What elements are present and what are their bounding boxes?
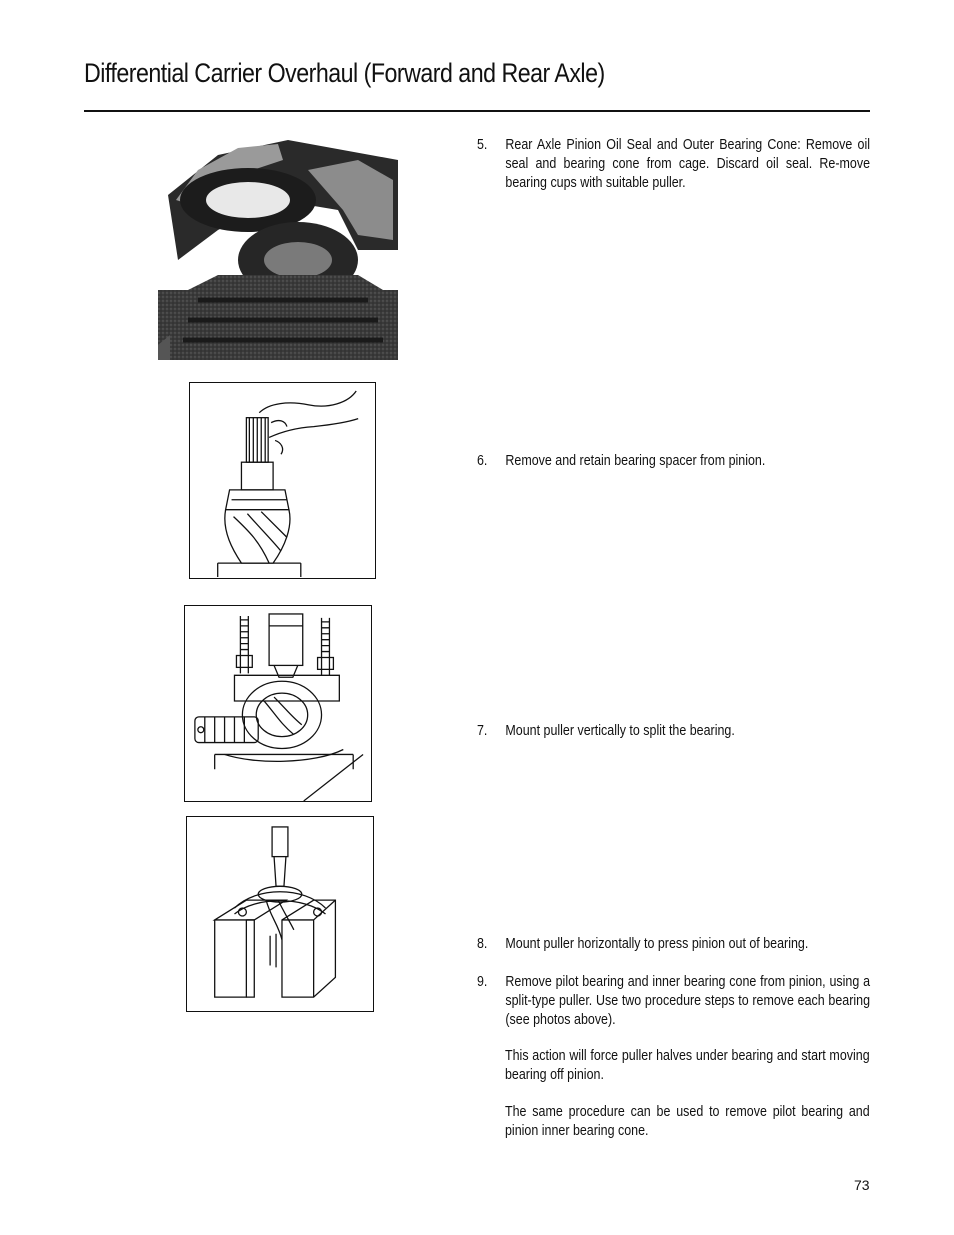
horizontal-puller-figure [186, 816, 374, 1012]
step-9 [477, 973, 871, 1030]
oil-seal-removal-photo [158, 140, 398, 360]
step-number: 5. [477, 137, 488, 153]
title-rule [84, 110, 870, 112]
step-text: Remove pilot bearing and inner bearing cone from pinion, using a split-type puller. Use two procedure steps to remove each bearing (see photos above). [505, 974, 871, 1028]
step-text: Mount puller vertically to split the bearing. [505, 723, 735, 739]
vertical-puller-figure [184, 605, 372, 802]
step-text: Rear Axle Pinion Oil Seal and Outer Bearing Cone: Remove oil seal and bearing cone from cage. Discard oil seal. Re-move bearing cups with suitable puller. [505, 137, 871, 191]
step-number: 8. [477, 936, 488, 952]
step-number: 6. [477, 453, 488, 469]
page-number: 73 [854, 1177, 870, 1193]
note-paragraph: This action will force puller halves under bearing and start moving bearing off pinion. [505, 1048, 870, 1083]
step-8 [477, 935, 815, 954]
step-number: 7. [477, 723, 488, 739]
step-text: Remove and retain bearing spacer from pinion. [505, 453, 766, 469]
page-title: Differential Carrier Overhaul (Forward and Rear Axle) [84, 58, 605, 88]
step-6 [477, 452, 815, 471]
step-7 [477, 722, 815, 741]
note-paragraph: The same procedure can be used to remove pilot bearing and pinion inner bearing cone. [505, 1104, 870, 1139]
step-text: Mount puller horizontally to press pinion out of bearing. [505, 936, 809, 952]
bearing-spacer-figure [189, 382, 376, 579]
step-number: 9. [477, 974, 488, 990]
step-5 [477, 136, 871, 193]
